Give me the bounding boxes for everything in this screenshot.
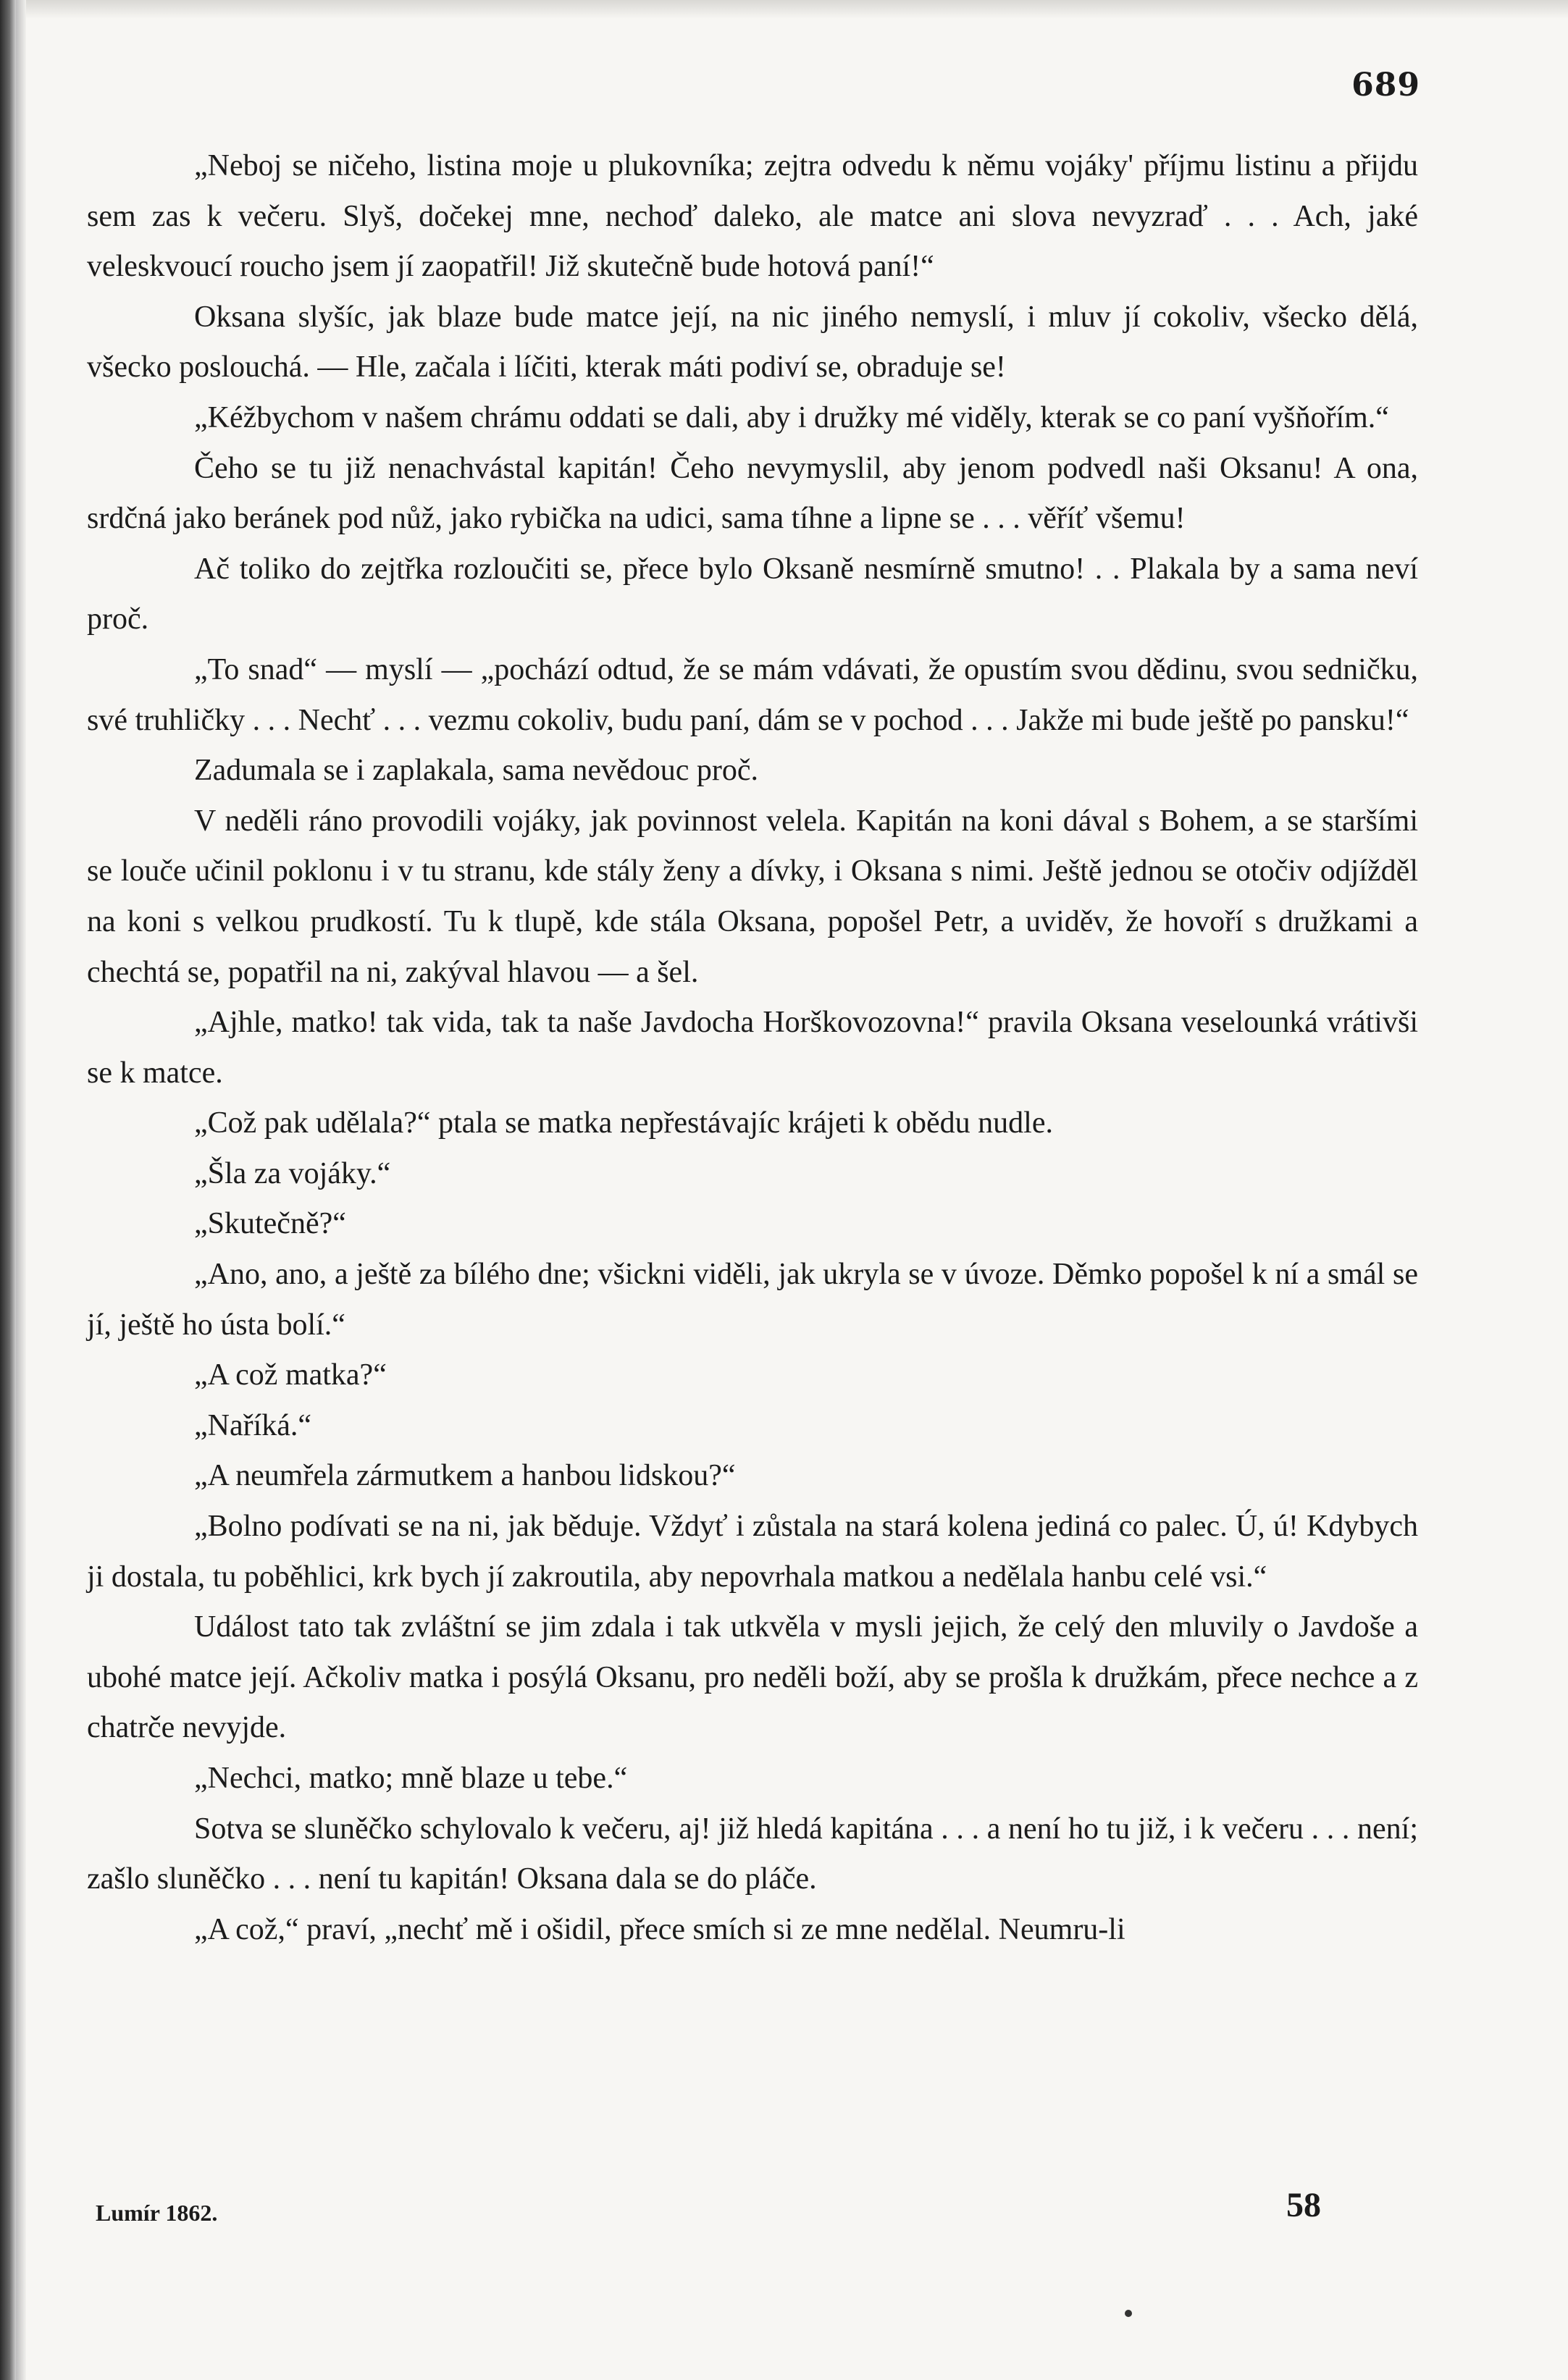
paragraph: „A neumřela zármutkem a hanbou lidskou?“ <box>194 1459 736 1493</box>
paragraph: „To snad“ — myslí — „pochází odtud, že se mám vdávati, že opustím svou dědinu, svou sedničku, své truhličky . . . Nechť . . . vezmu cokoliv, budu paní, dám se v pochod . . . Jakže mi bude ještě po pansku!“ <box>87 652 1418 737</box>
ink-speck <box>1125 2310 1132 2317</box>
page-number: 689 <box>1351 67 1420 104</box>
paragraph: Sotva se sluněčko schylovalo k večeru, aj! již hledá kapitána . . . a není ho tu již, i k večeru . . . není; zašlo sluněčko . . . není tu kapitán! Oksana dala se do pláče. <box>87 1812 1418 1896</box>
paragraph: „Což pak udělala?“ ptala se matka nepřestávajíc krájeti k obědu nudle. <box>194 1106 1053 1140</box>
page-gutter <box>16 0 26 2380</box>
paragraph: „Bolno podívati se na ni, jak běduje. Vždyť i zůstala na stará kolena jediná co palec. Ú, ú! Kdybych ji dostala, tu poběhlici, krk bych jí zakroutila, aby nepovrhala matkou a nedělala hanbu celé vsi.“ <box>87 1510 1418 1594</box>
paragraph: „Neboj se ničeho, listina moje u plukovníka; zejtra odvedu k němu vojáky' příjmu listinu a přijdu sem zas k večeru. Slyš, dočekej mne, nechoď daleko, ale matce ani slova nevyzraď . . . Ach, jaké veleskvoucí roucho jsem jí zaopatřil! Již skutečně bude hotová paní!“ <box>87 149 1418 284</box>
paragraph: „Skutečně?“ <box>194 1207 346 1241</box>
paragraph: „Ano, ano, a ještě za bílého dne; všickni viděli, jak ukryla se v úvoze. Děmko popošel k ní a smál se jí, ještě ho ústa bolí.“ <box>87 1258 1418 1342</box>
paragraph: „Nechci, matko; mně blaze u tebe.“ <box>194 1762 628 1795</box>
book-spine <box>0 0 16 2380</box>
paragraph: „Naříká.“ <box>194 1408 312 1442</box>
journal-footer: Lumír 1862. <box>96 2200 218 2226</box>
paragraph: V neděli ráno provodili vojáky, jak povinnost velela. Kapitán na koni dával s Bohem, a se staršími se louče učinil poklonu i v tu stranu, kde stály ženy a dívky, i Oksana s nimi. Ještě jednou se otočiv odjížděl na koni s velkou prudkostí. Tu k tlupě, kde stála Oksana, popošel Petr, a uviděv, že hovoří s družkami a chechtá se, popatřil na ni, zakýval hlavou — a šel. <box>87 804 1418 989</box>
paragraph: Ač toliko do zejtřka rozloučiti se, přece bylo Oksaně nesmírně smutno! . . Plakala by a sama neví proč. <box>87 552 1418 636</box>
paragraph: Událost tato tak zvláštní se jim zdala i tak utkvěla v mysli jejich, že celý den mluvily o Javdoše a ubohé matce její. Ačkoliv matka i posýlá Oksanu, pro neděli boží, aby se prošla k družkám, přece nechce a z chatrče nevyjde. <box>87 1610 1418 1745</box>
paragraph: „A což matka?“ <box>194 1358 387 1392</box>
paragraph: „Kéžbychom v našem chrámu oddati se dali, aby i družky mé viděly, kterak se co paní vyšňořím.“ <box>194 400 1389 434</box>
paragraph: Zadumala se i zaplakala, sama nevědouc proč. <box>194 754 758 788</box>
body-text <box>87 141 1418 1955</box>
paragraph: „Ajhle, matko! tak vida, tak ta naše Javdocha Horškovozovna!“ pravila Oksana veselounká vrátivši se k matce. <box>87 1006 1418 1090</box>
paragraph: Oksana slyšíc, jak blaze bude matce její, na nic jiného nemyslí, i mluv jí cokoliv, všecko dělá, všecko poslouchá. — Hle, začala i líčiti, kterak máti podiví se, obraduje se! <box>87 300 1418 384</box>
paragraph: Čeho se tu již nenachvástal kapitán! Čeho nevymyslil, aby jenom podvedl naši Oksanu! A ona, srdčná jako beránek pod nůž, jako rybička na udici, sama tíhne a lipne se . . . věříť všemu! <box>87 451 1418 536</box>
paragraph: „Šla za vojáky.“ <box>194 1156 391 1190</box>
paragraph: „A což,“ praví, „nechť mě i ošidil, přece smích si ze mne nedělal. Neumru-li <box>194 1912 1125 1946</box>
signature-mark: 58 <box>1286 2186 1321 2224</box>
page-top-edge <box>26 0 1568 19</box>
